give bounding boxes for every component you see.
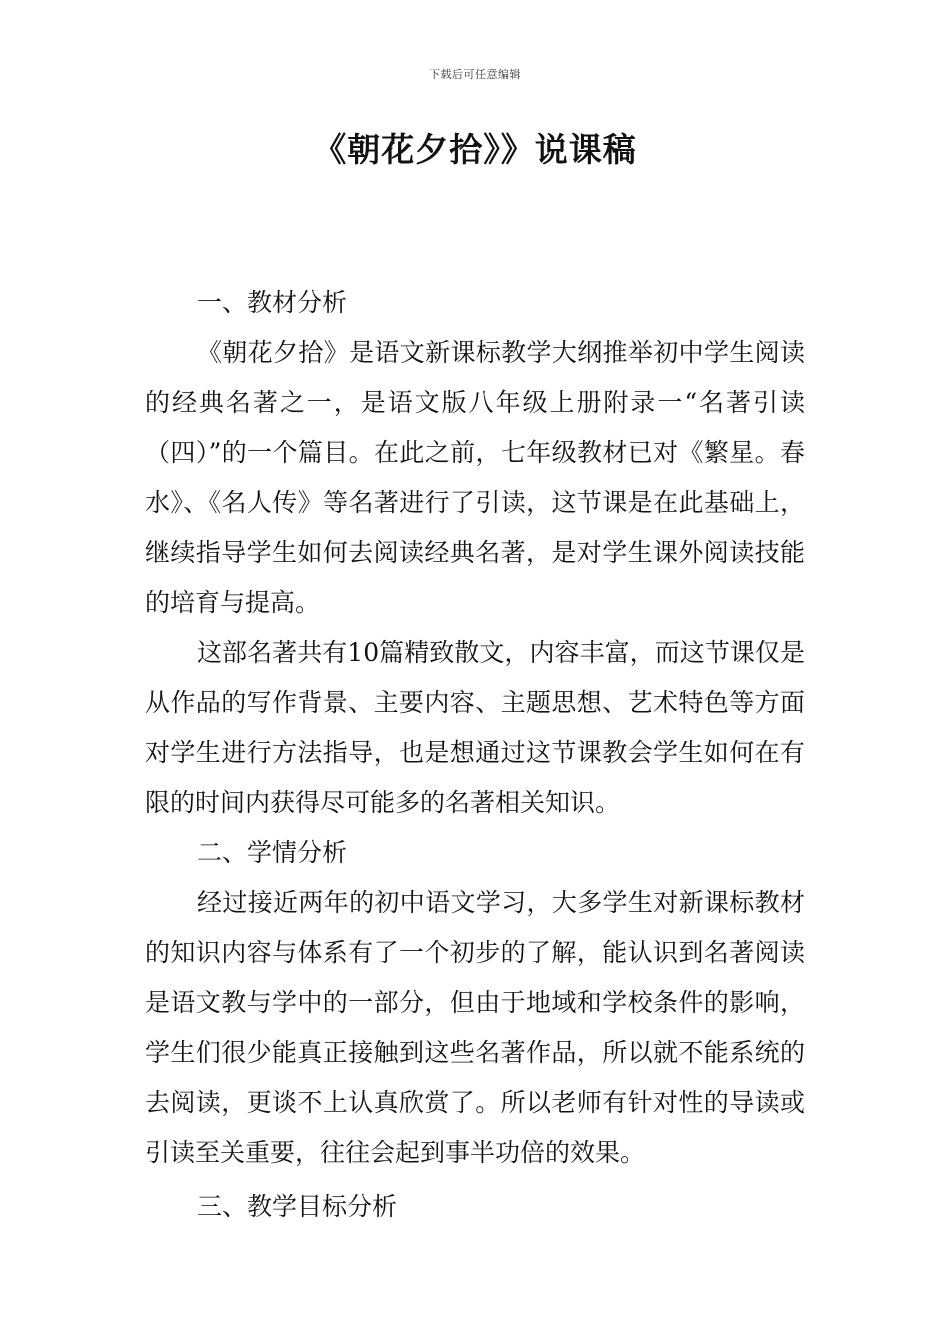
section-heading-objectives: 三、教学目标分析	[197, 1192, 398, 1221]
paragraph-materials-1: 《朝花夕拾》是语文新课标教学大纲推举初中学生阅读的经典名著之一，是语文版八年级上册附录一“名著引读（四）”的一个篇目。在此之前，七年级教材已对《繁星。春水》、《名人传》等名著进行了引读，这节课是在此基础上，继续指导学生如何去阅读经典名著，是对学生课外阅读技能的培育与提高。	[145, 338, 805, 617]
paragraph-materials-2: 这部名著共有10篇精致散文，内容丰富，而这节课仅是从作品的写作背景、主要内容、主题思想、艺术特色等方面对学生进行方法指导，也是想通过这节课教会学生如何在有限的时间内获得尽可能多的名著相关知识。	[145, 638, 805, 817]
section-heading-students: 二、学情分析	[197, 838, 348, 867]
section-heading-materials: 一、教材分析	[197, 288, 348, 317]
header-note: 下载后可任意编辑	[429, 68, 521, 81]
paragraph-students-1: 经过接近两年的初中语文学习，大多学生对新课标教材的知识内容与体系有了一个初步的了解，能认识到名著阅读是语文教与学中的一部分，但由于地域和学校条件的影响，学生们很少能真正接触到这些名著作品，所以就不能系统的去阅读，更谈不上认真欣赏了。所以老师有针对性的导读或引读至关重要，往往会起到事半功倍的效果。	[145, 888, 805, 1167]
document-body	[145, 278, 805, 1232]
document-title: 《朝花夕拾》》说课稿	[313, 130, 637, 169]
